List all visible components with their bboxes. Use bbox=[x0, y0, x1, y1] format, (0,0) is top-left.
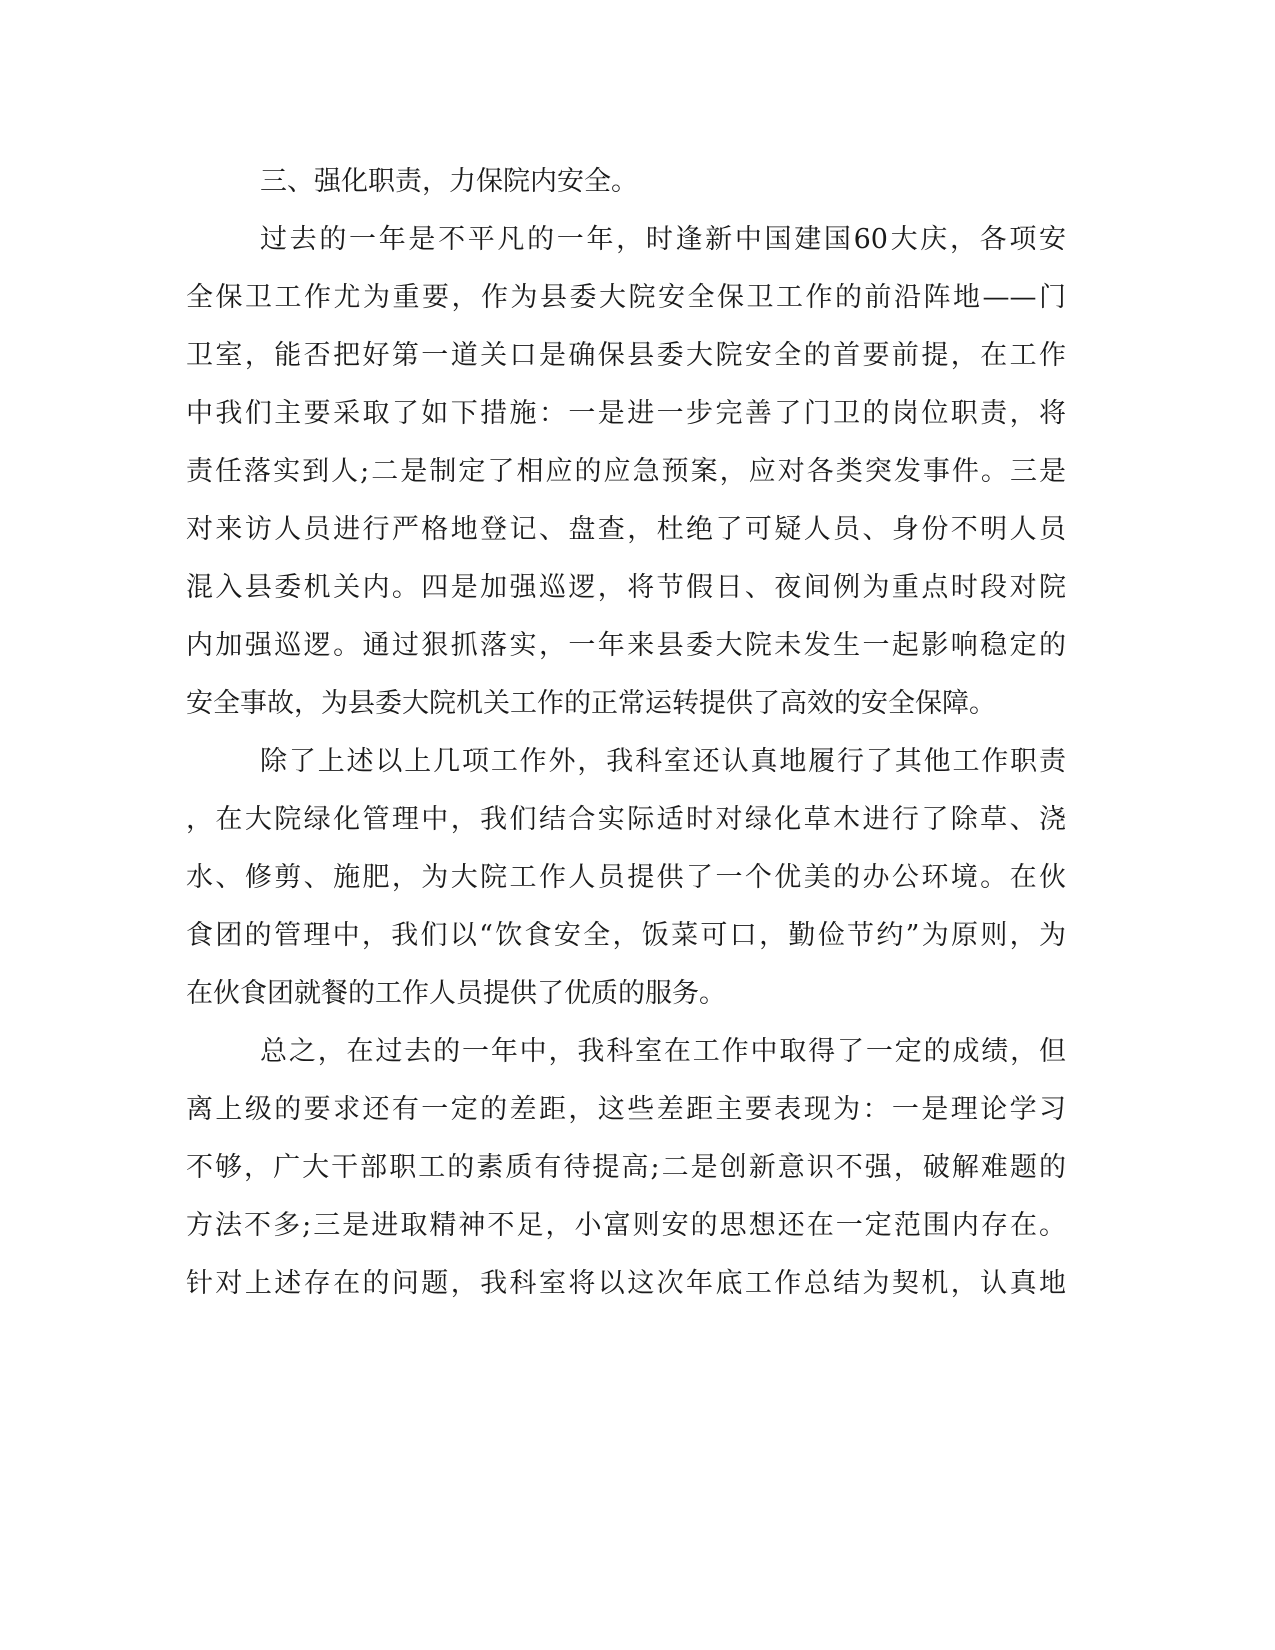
paragraph-line: 在伙食团就餐的工作人员提供了优质的服务。 bbox=[186, 978, 726, 1009]
paragraph-line: 混入县委机关内。四是加强巡逻，将节假日、夜间例为重点时段对院 bbox=[186, 572, 1066, 603]
paragraph-line: 责任落实到人;二是制定了相应的应急预案，应对各类突发事件。三是 bbox=[186, 456, 1066, 487]
paragraph-line: 卫室，能否把好第一道关口是确保县委大院安全的首要前提，在工作 bbox=[186, 340, 1066, 371]
paragraph-line: 全保卫工作尤为重要，作为县委大院安全保卫工作的前沿阵地——门 bbox=[186, 282, 1066, 313]
paragraph-line: 总之，在过去的一年中，我科室在工作中取得了一定的成绩，但 bbox=[260, 1036, 1066, 1067]
paragraph-line: 内加强巡逻。通过狠抓落实，一年来县委大院未发生一起影响稳定的 bbox=[186, 630, 1066, 661]
paragraph-line: 水、修剪、施肥，为大院工作人员提供了一个优美的办公环境。在伙 bbox=[186, 862, 1066, 893]
paragraph-line: 过去的一年是不平凡的一年，时逢新中国建国60大庆，各项安 bbox=[260, 224, 1066, 255]
paragraph-line: 对来访人员进行严格地登记、盘查，杜绝了可疑人员、身份不明人员 bbox=[186, 514, 1066, 545]
section-heading: 三、强化职责，力保院内安全。 bbox=[260, 166, 638, 197]
paragraph-line: 除了上述以上几项工作外，我科室还认真地履行了其他工作职责 bbox=[260, 746, 1066, 777]
paragraph-line: 针对上述存在的问题，我科室将以这次年底工作总结为契机，认真地 bbox=[186, 1268, 1066, 1299]
paragraph-line: 中我们主要采取了如下措施：一是进一步完善了门卫的岗位职责，将 bbox=[186, 398, 1066, 429]
paragraph-line: 方法不多;三是进取精神不足，小富则安的思想还在一定范围内存在。 bbox=[186, 1210, 1066, 1241]
paragraph-line: ，在大院绿化管理中，我们结合实际适时对绿化草木进行了除草、浇 bbox=[186, 804, 1066, 835]
paragraph-line: 食团的管理中，我们以“饮食安全，饭菜可口，勤俭节约”为原则，为 bbox=[186, 920, 1066, 951]
paragraph-line: 安全事故，为县委大院机关工作的正常运转提供了高效的安全保障。 bbox=[186, 688, 996, 719]
paragraph-line: 离上级的要求还有一定的差距，这些差距主要表现为：一是理论学习 bbox=[186, 1094, 1066, 1125]
paragraph-line: 不够，广大干部职工的素质有待提高;二是创新意识不强，破解难题的 bbox=[186, 1152, 1066, 1183]
